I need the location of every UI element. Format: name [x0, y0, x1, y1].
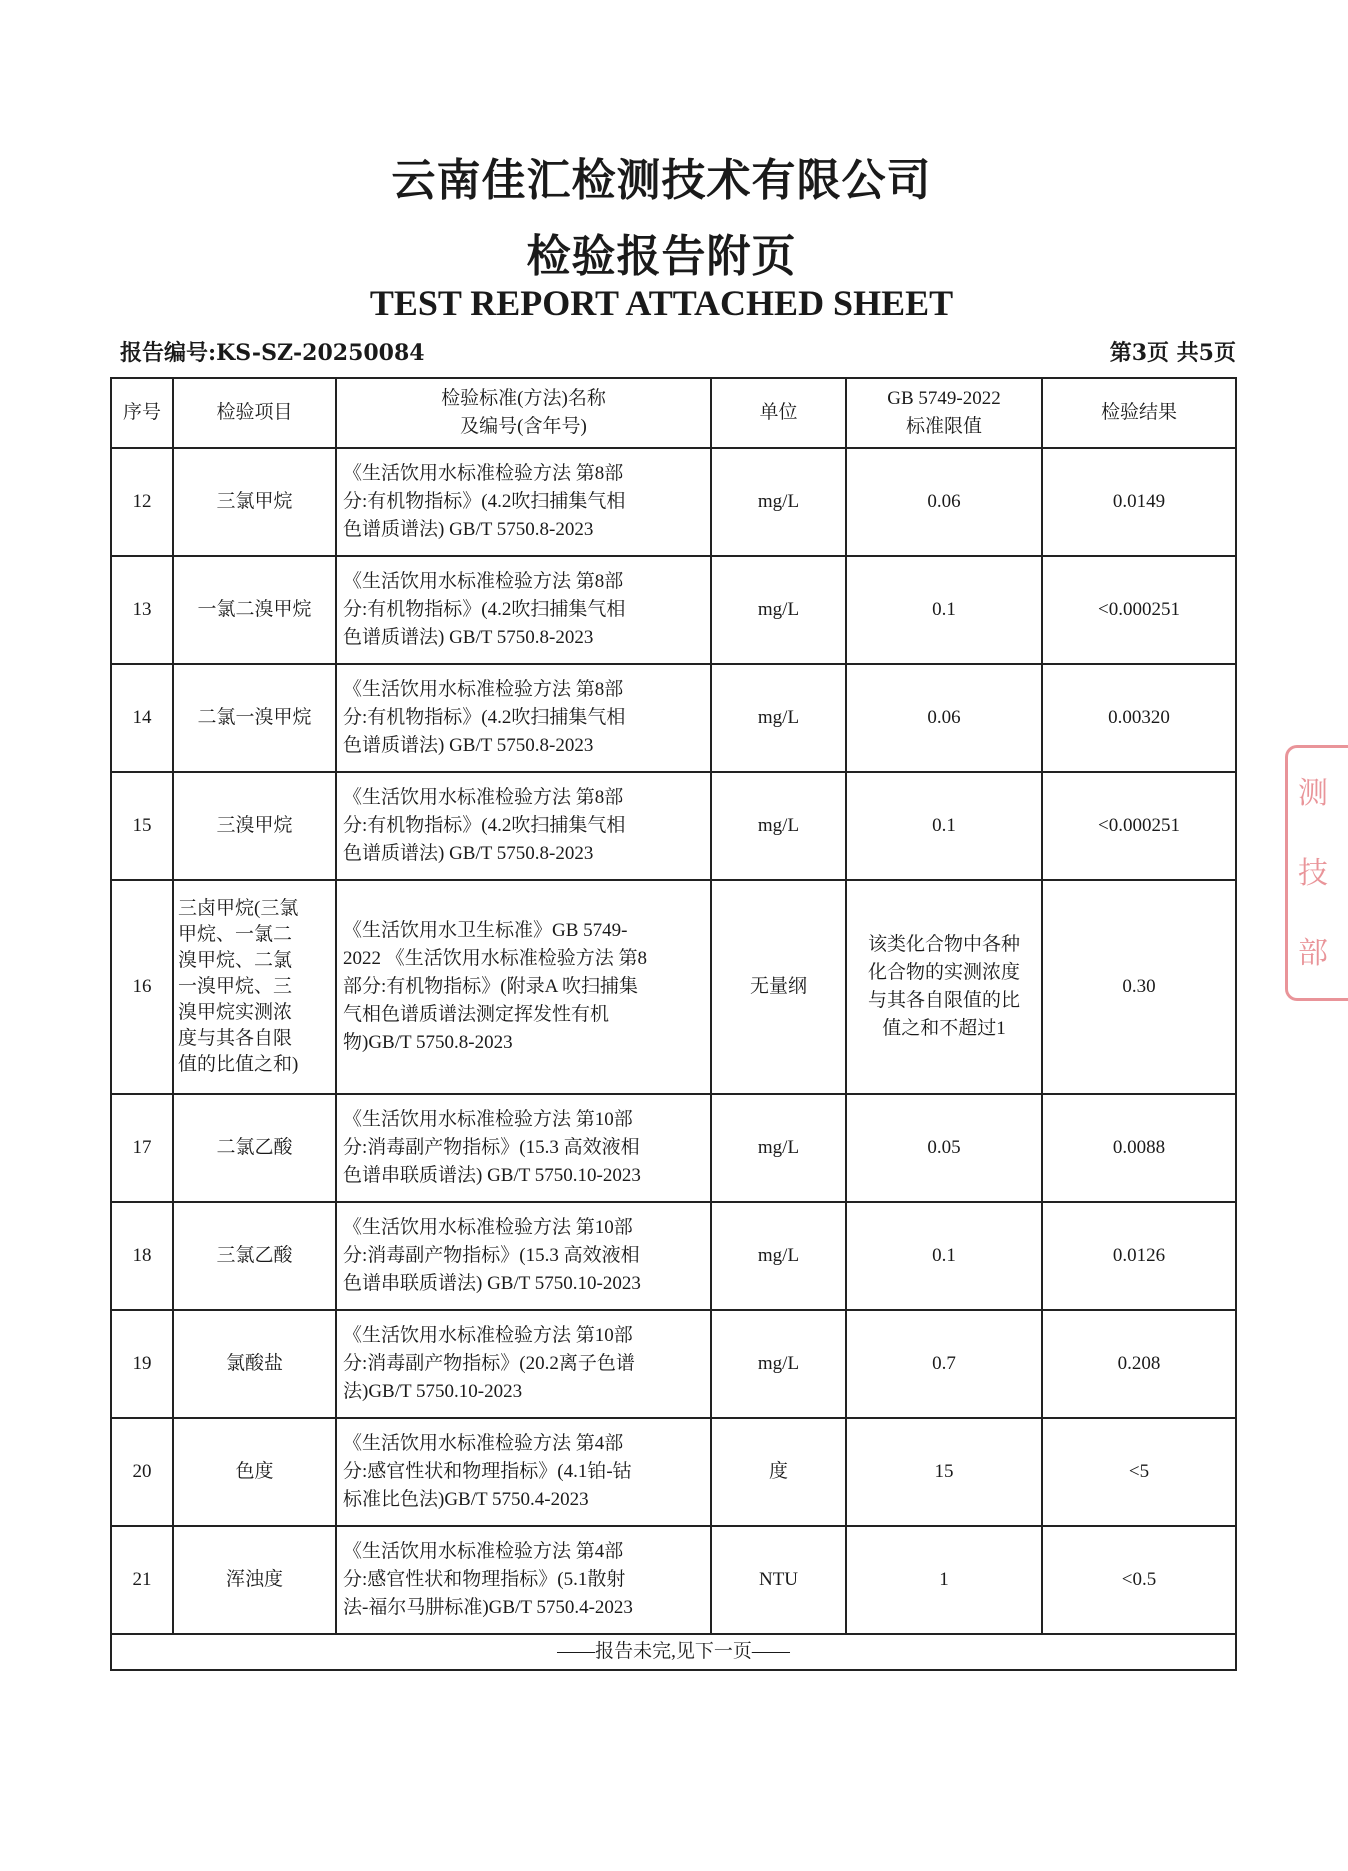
cell-limit: 0.1: [846, 772, 1042, 880]
method-line: 法-福尔马肼标准)GB/T 5750.4-2023: [343, 1597, 633, 1618]
method-line: 分:有机物指标》(4.2吹扫捕集气相: [343, 707, 626, 728]
cell-seq: 13: [111, 556, 173, 664]
cell-method: [336, 556, 711, 664]
table-row: [111, 556, 1236, 664]
cell-limit: [846, 880, 1042, 1094]
method-line: 色谱质谱法) GB/T 5750.8-2023: [343, 843, 594, 864]
cell-item: 浑浊度: [173, 1526, 336, 1634]
cell-result: 0.0126: [1042, 1202, 1236, 1310]
limit-line: 该类化合物中各种: [867, 934, 1020, 955]
cell-method: [336, 448, 711, 556]
cell-unit: mg/L: [711, 556, 846, 664]
cell-limit: 0.7: [846, 1310, 1042, 1418]
method-line: 《生活饮用水标准检验方法 第8部: [343, 463, 624, 484]
item-line: 一溴甲烷、三: [178, 976, 293, 997]
results-table: [110, 377, 1237, 1671]
table-row: [111, 1526, 1236, 1634]
method-line: 分:有机物指标》(4.2吹扫捕集气相: [343, 815, 626, 836]
cell-unit: mg/L: [711, 772, 846, 880]
cell-method: [336, 880, 711, 1094]
cell-unit: mg/L: [711, 1094, 846, 1202]
cell-result: 0.0149: [1042, 448, 1236, 556]
company-name: 云南佳汇检测技术有限公司: [391, 155, 932, 206]
cell-unit: mg/L: [711, 448, 846, 556]
table-row: [111, 1310, 1236, 1418]
method-line: 色谱质谱法) GB/T 5750.8-2023: [343, 519, 594, 540]
item-line: 溴甲烷、二氯: [178, 950, 293, 971]
table-header-row: [111, 378, 1236, 448]
cell-item: 二氯一溴甲烷: [173, 664, 336, 772]
cell-method: [336, 1526, 711, 1634]
method-line: 物)GB/T 5750.8-2023: [343, 1032, 513, 1053]
cell-result: <0.5: [1042, 1526, 1236, 1634]
method-line: 色谱质谱法) GB/T 5750.8-2023: [343, 627, 594, 648]
report-number: 报告编号:KS-SZ-20250084: [120, 340, 425, 366]
cell-method: [336, 1310, 711, 1418]
cell-seq: 15: [111, 772, 173, 880]
cell-item: [173, 880, 336, 1094]
item-line: 三卤甲烷(三氯: [178, 898, 299, 919]
stamp-fragment: 技: [1298, 856, 1328, 891]
method-line: 《生活饮用水卫生标准》GB 5749-: [343, 920, 628, 941]
cell-method: [336, 664, 711, 772]
cell-unit: NTU: [711, 1526, 846, 1634]
header-unit: 单位: [711, 378, 846, 448]
method-line: 标准比色法)GB/T 5750.4-2023: [343, 1489, 589, 1510]
table-row: [111, 664, 1236, 772]
method-line: 气相色谱质谱法测定挥发性有机: [343, 1004, 610, 1025]
continuation-note: ——报告未完,见下一页——: [111, 1634, 1236, 1670]
stamp-fragment: 测: [1298, 776, 1328, 811]
header-limit-line2: 标准限值: [905, 416, 982, 437]
method-line: 分:消毒副产物指标》(15.3 高效液相: [343, 1245, 640, 1266]
cell-seq: 19: [111, 1310, 173, 1418]
cell-limit: 0.05: [846, 1094, 1042, 1202]
method-line: 分:感官性状和物理指标》(5.1散射: [343, 1569, 626, 1590]
limit-line: 值之和不超过1: [882, 1018, 1006, 1039]
cell-unit: mg/L: [711, 1202, 846, 1310]
table-row: [111, 1202, 1236, 1310]
method-line: 分:有机物指标》(4.2吹扫捕集气相: [343, 491, 626, 512]
method-line: 分:有机物指标》(4.2吹扫捕集气相: [343, 599, 626, 620]
item-line: 值的比值之和): [178, 1054, 299, 1075]
seal-stamp: [1285, 745, 1348, 1001]
cell-limit: 1: [846, 1526, 1042, 1634]
cell-seq: 21: [111, 1526, 173, 1634]
method-line: 《生活饮用水标准检验方法 第8部: [343, 679, 624, 700]
method-line: 分:消毒副产物指标》(15.3 高效液相: [343, 1137, 640, 1158]
cell-result: 0.00320: [1042, 664, 1236, 772]
header-seq: 序号: [111, 378, 173, 448]
cell-seq: 12: [111, 448, 173, 556]
method-line: 色谱质谱法) GB/T 5750.8-2023: [343, 735, 594, 756]
table-row: [111, 880, 1236, 1094]
item-line: 溴甲烷实测浓: [178, 1002, 293, 1023]
table-row: [111, 448, 1236, 556]
cell-method: [336, 1094, 711, 1202]
method-line: 分:感官性状和物理指标》(4.1铂-钴: [343, 1461, 632, 1482]
cell-result: 0.0088: [1042, 1094, 1236, 1202]
cell-result: 0.208: [1042, 1310, 1236, 1418]
header-method: [336, 378, 711, 448]
header-limit-line1: GB 5749-2022: [887, 388, 1001, 409]
cell-seq: 17: [111, 1094, 173, 1202]
page-number: 第3页 共5页: [1109, 340, 1236, 366]
method-line: 分:消毒副产物指标》(20.2离子色谱: [343, 1353, 635, 1374]
cell-result: <0.000251: [1042, 556, 1236, 664]
report-subtitle: 检验报告附页: [526, 231, 797, 282]
method-line: 色谱串联质谱法) GB/T 5750.10-2023: [343, 1165, 641, 1186]
cell-result: <0.000251: [1042, 772, 1236, 880]
method-line: 《生活饮用水标准检验方法 第10部: [343, 1217, 633, 1238]
cell-limit: 0.1: [846, 1202, 1042, 1310]
cell-item: 三溴甲烷: [173, 772, 336, 880]
table-row: [111, 1094, 1236, 1202]
cell-item: 三氯乙酸: [173, 1202, 336, 1310]
item-line: 甲烷、一氯二: [178, 924, 293, 945]
cell-limit: 0.1: [846, 556, 1042, 664]
header-result: 检验结果: [1042, 378, 1236, 448]
method-line: 《生活饮用水标准检验方法 第4部: [343, 1541, 624, 1562]
cell-seq: 14: [111, 664, 173, 772]
method-line: 《生活饮用水标准检验方法 第10部: [343, 1109, 633, 1130]
cell-seq: 16: [111, 880, 173, 1094]
limit-line: 化合物的实测浓度: [867, 962, 1020, 983]
cell-method: [336, 1418, 711, 1526]
limit-line: 与其各自限值的比: [867, 990, 1020, 1011]
cell-item: 三氯甲烷: [173, 448, 336, 556]
cell-unit: 度: [711, 1418, 846, 1526]
cell-result: 0.30: [1042, 880, 1236, 1094]
cell-seq: 20: [111, 1418, 173, 1526]
header-method-line2: 及编号(含年号): [460, 416, 587, 437]
cell-limit: 15: [846, 1418, 1042, 1526]
cell-limit: 0.06: [846, 664, 1042, 772]
cell-result: <5: [1042, 1418, 1236, 1526]
method-line: 《生活饮用水标准检验方法 第4部: [343, 1433, 624, 1454]
header-limit: [846, 378, 1042, 448]
cell-method: [336, 772, 711, 880]
cell-unit: 无量纲: [711, 880, 846, 1094]
header-method-line1: 检验标准(方法)名称: [441, 388, 606, 409]
table-row: [111, 772, 1236, 880]
table-row: [111, 1418, 1236, 1526]
cell-item: 一氯二溴甲烷: [173, 556, 336, 664]
header-item: 检验项目: [173, 378, 336, 448]
cell-unit: mg/L: [711, 1310, 846, 1418]
method-line: 《生活饮用水标准检验方法 第8部: [343, 571, 624, 592]
item-line: 度与其各自限: [178, 1028, 293, 1049]
cell-seq: 18: [111, 1202, 173, 1310]
cell-method: [336, 1202, 711, 1310]
method-line: 部分:有机物指标》(附录A 吹扫捕集: [343, 976, 639, 997]
cell-item: 色度: [173, 1418, 336, 1526]
method-line: 2022 《生活饮用水标准检验方法 第8: [343, 948, 648, 969]
method-line: 《生活饮用水标准检验方法 第8部: [343, 787, 624, 808]
method-line: 法)GB/T 5750.10-2023: [343, 1381, 523, 1402]
table-footer-row: [111, 1634, 1236, 1670]
cell-limit: 0.06: [846, 448, 1042, 556]
cell-unit: mg/L: [711, 664, 846, 772]
method-line: 《生活饮用水标准检验方法 第10部: [343, 1325, 633, 1346]
cell-item: 二氯乙酸: [173, 1094, 336, 1202]
report-title-en: TEST REPORT ATTACHED SHEET: [369, 283, 954, 323]
method-line: 色谱串联质谱法) GB/T 5750.10-2023: [343, 1273, 641, 1294]
stamp-fragment: 部: [1298, 936, 1328, 971]
cell-item: 氯酸盐: [173, 1310, 336, 1418]
